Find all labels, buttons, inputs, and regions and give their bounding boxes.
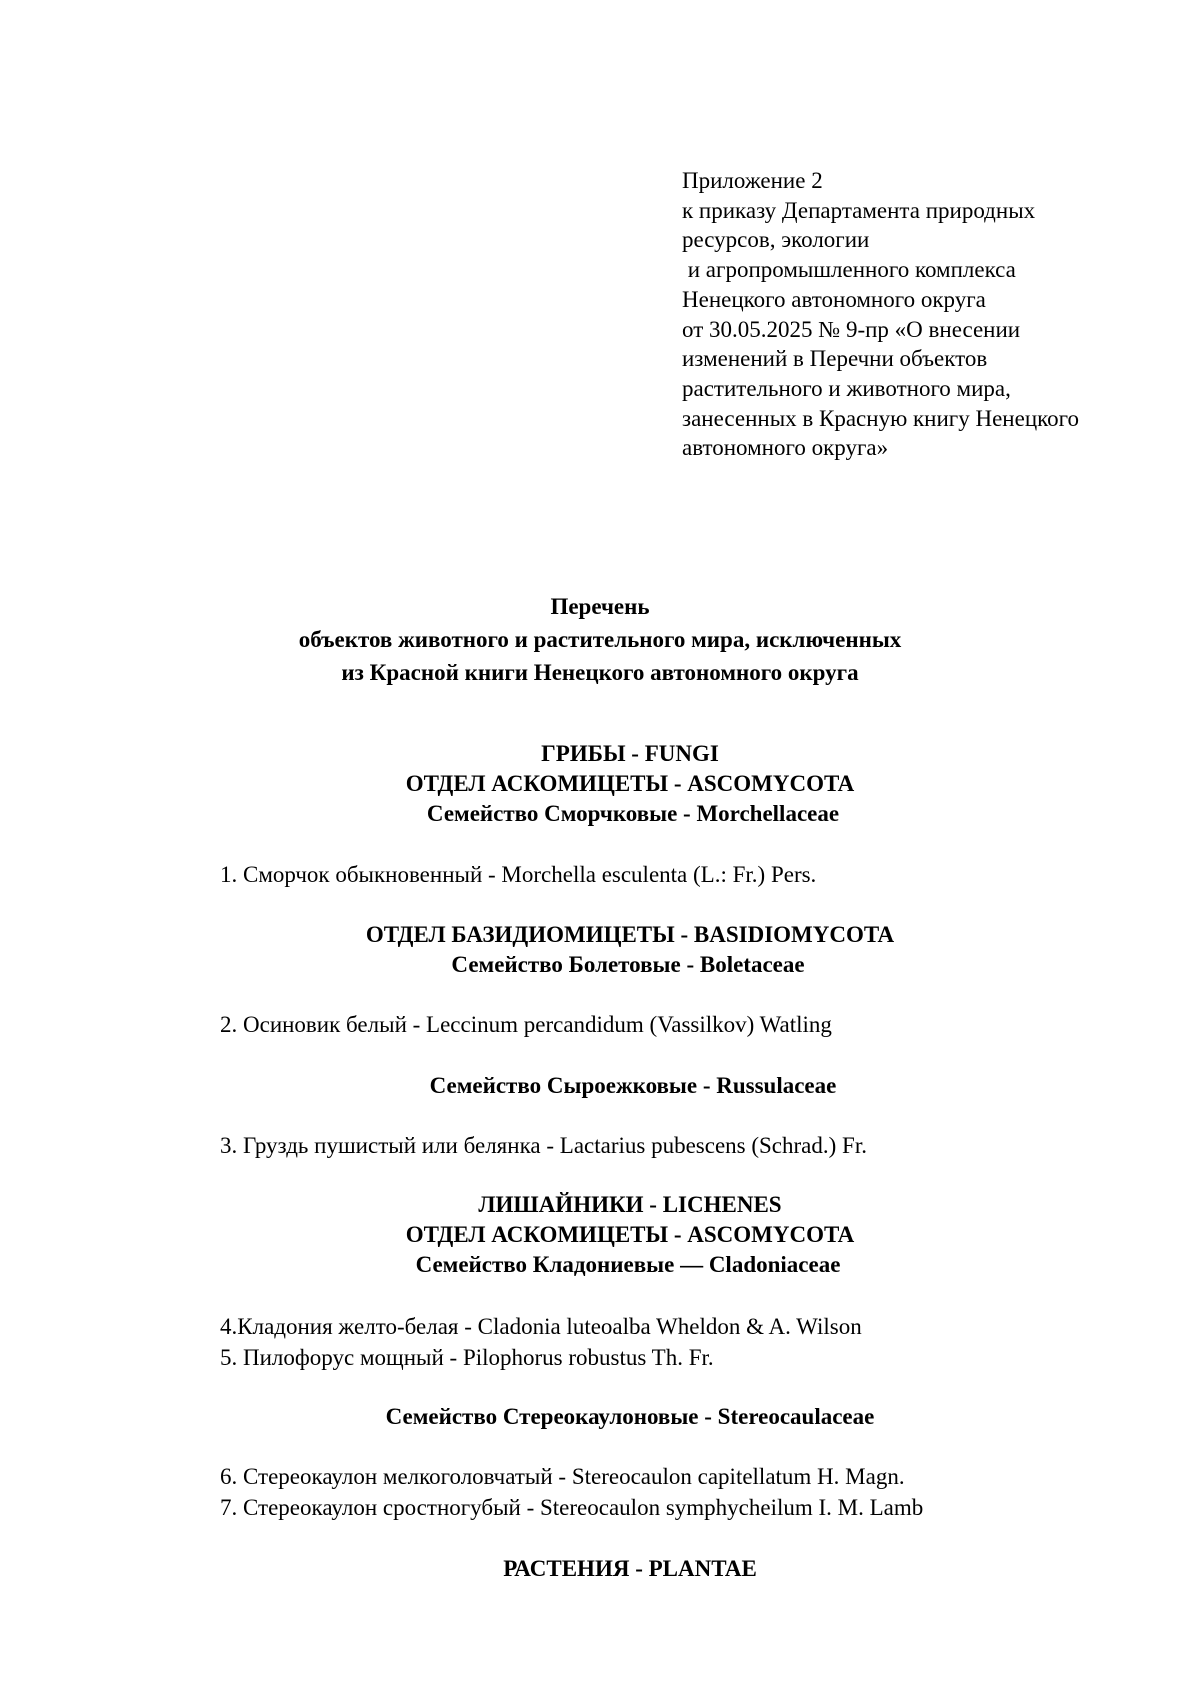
annex-line: изменений в Перечни объектов xyxy=(682,346,988,372)
family-heading: Семейство Стереокаулоновые - Stereocaulaceae xyxy=(385,1404,875,1429)
annex-line: автономного округа» xyxy=(682,435,889,461)
annex-line: к приказу Департамента природных xyxy=(682,197,1036,223)
family-heading: Семейство Болетовые - Boletaceae xyxy=(451,952,805,977)
species-list-2 xyxy=(0,1010,1200,1041)
family-heading: Семейство Кладониевые — Cladoniaceae xyxy=(415,1252,841,1277)
fungi-section-header xyxy=(0,739,1200,829)
annex-line: занесенных в Красную книгу Ненецкого xyxy=(682,405,1079,431)
title-line: из Красной книги Ненецкого автономного округа xyxy=(341,660,859,685)
annex-line: ресурсов, экологии xyxy=(682,227,870,253)
annex-line: Приложение 2 xyxy=(682,168,823,193)
russula-section-header xyxy=(0,1071,1200,1101)
kingdom-heading: ЛИШАЙНИКИ - LICHENES xyxy=(478,1192,782,1217)
document-title xyxy=(0,590,1200,689)
species-list-3 xyxy=(0,1131,1200,1162)
species-entry: 5. Пилофорус мощный - Pilophorus robustus Th. Fr. xyxy=(220,1344,714,1370)
kingdom-heading: РАСТЕНИЯ - PLANTAE xyxy=(503,1556,757,1581)
annex-line: и агропромышленного комплекса xyxy=(682,257,1016,283)
division-heading: ОТДЕЛ БАЗИДИОМИЦЕТЫ - BASIDIOMYCOTA xyxy=(365,922,895,947)
species-entry: 4.Кладония желто-белая - Cladonia luteoalba Wheldon & A. Wilson xyxy=(220,1314,862,1339)
lichen-section-header xyxy=(0,1190,1200,1280)
annex-line: Ненецкого автономного округа xyxy=(682,286,986,312)
family-heading: Семейство Сморчковые - Morchellaceae xyxy=(426,801,840,826)
species-entry: 3. Груздь пушистый или белянка - Lactarius pubescens (Schrad.) Fr. xyxy=(220,1133,867,1158)
plantae-section-header xyxy=(0,1554,1200,1584)
division-heading: ОТДЕЛ АСКОМИЦЕТЫ - ASCOMYCOTA xyxy=(405,771,855,796)
species-list-1 xyxy=(0,860,1200,891)
title-line: объектов животного и растительного мира, исключенных xyxy=(298,627,902,652)
species-entry: 7. Стереокаулон сростногубый - Stereocaulon symphycheilum I. M. Lamb xyxy=(220,1494,924,1520)
division-heading: ОТДЕЛ АСКОМИЦЕТЫ - ASCOMYCOTA xyxy=(405,1222,855,1247)
annex-line: растительного и животного мира, xyxy=(682,375,1011,401)
stereo-section-header xyxy=(0,1402,1200,1432)
annex-reference xyxy=(682,166,1152,463)
annex-line: от 30.05.2025 № 9-пр «О внесении xyxy=(682,316,1021,342)
species-entry: 1. Сморчок обыкновенный - Morchella esculenta (L.: Fr.) Pers. xyxy=(220,862,817,887)
family-heading: Семейство Сыроежковые - Russulaceae xyxy=(429,1073,837,1098)
species-entry: 2. Осиновик белый - Leccinum percandidum (Vassilkov) Watling xyxy=(220,1012,832,1037)
species-entry: 6. Стереокаулон мелкоголовчатый - Stereocaulon capitellatum H. Magn. xyxy=(220,1464,905,1489)
basidio-section-header xyxy=(0,920,1200,980)
title-line: Перечень xyxy=(550,594,650,619)
species-list-5 xyxy=(0,1462,1200,1523)
species-list-4 xyxy=(0,1312,1200,1373)
kingdom-heading: ГРИБЫ - FUNGI xyxy=(541,741,719,766)
